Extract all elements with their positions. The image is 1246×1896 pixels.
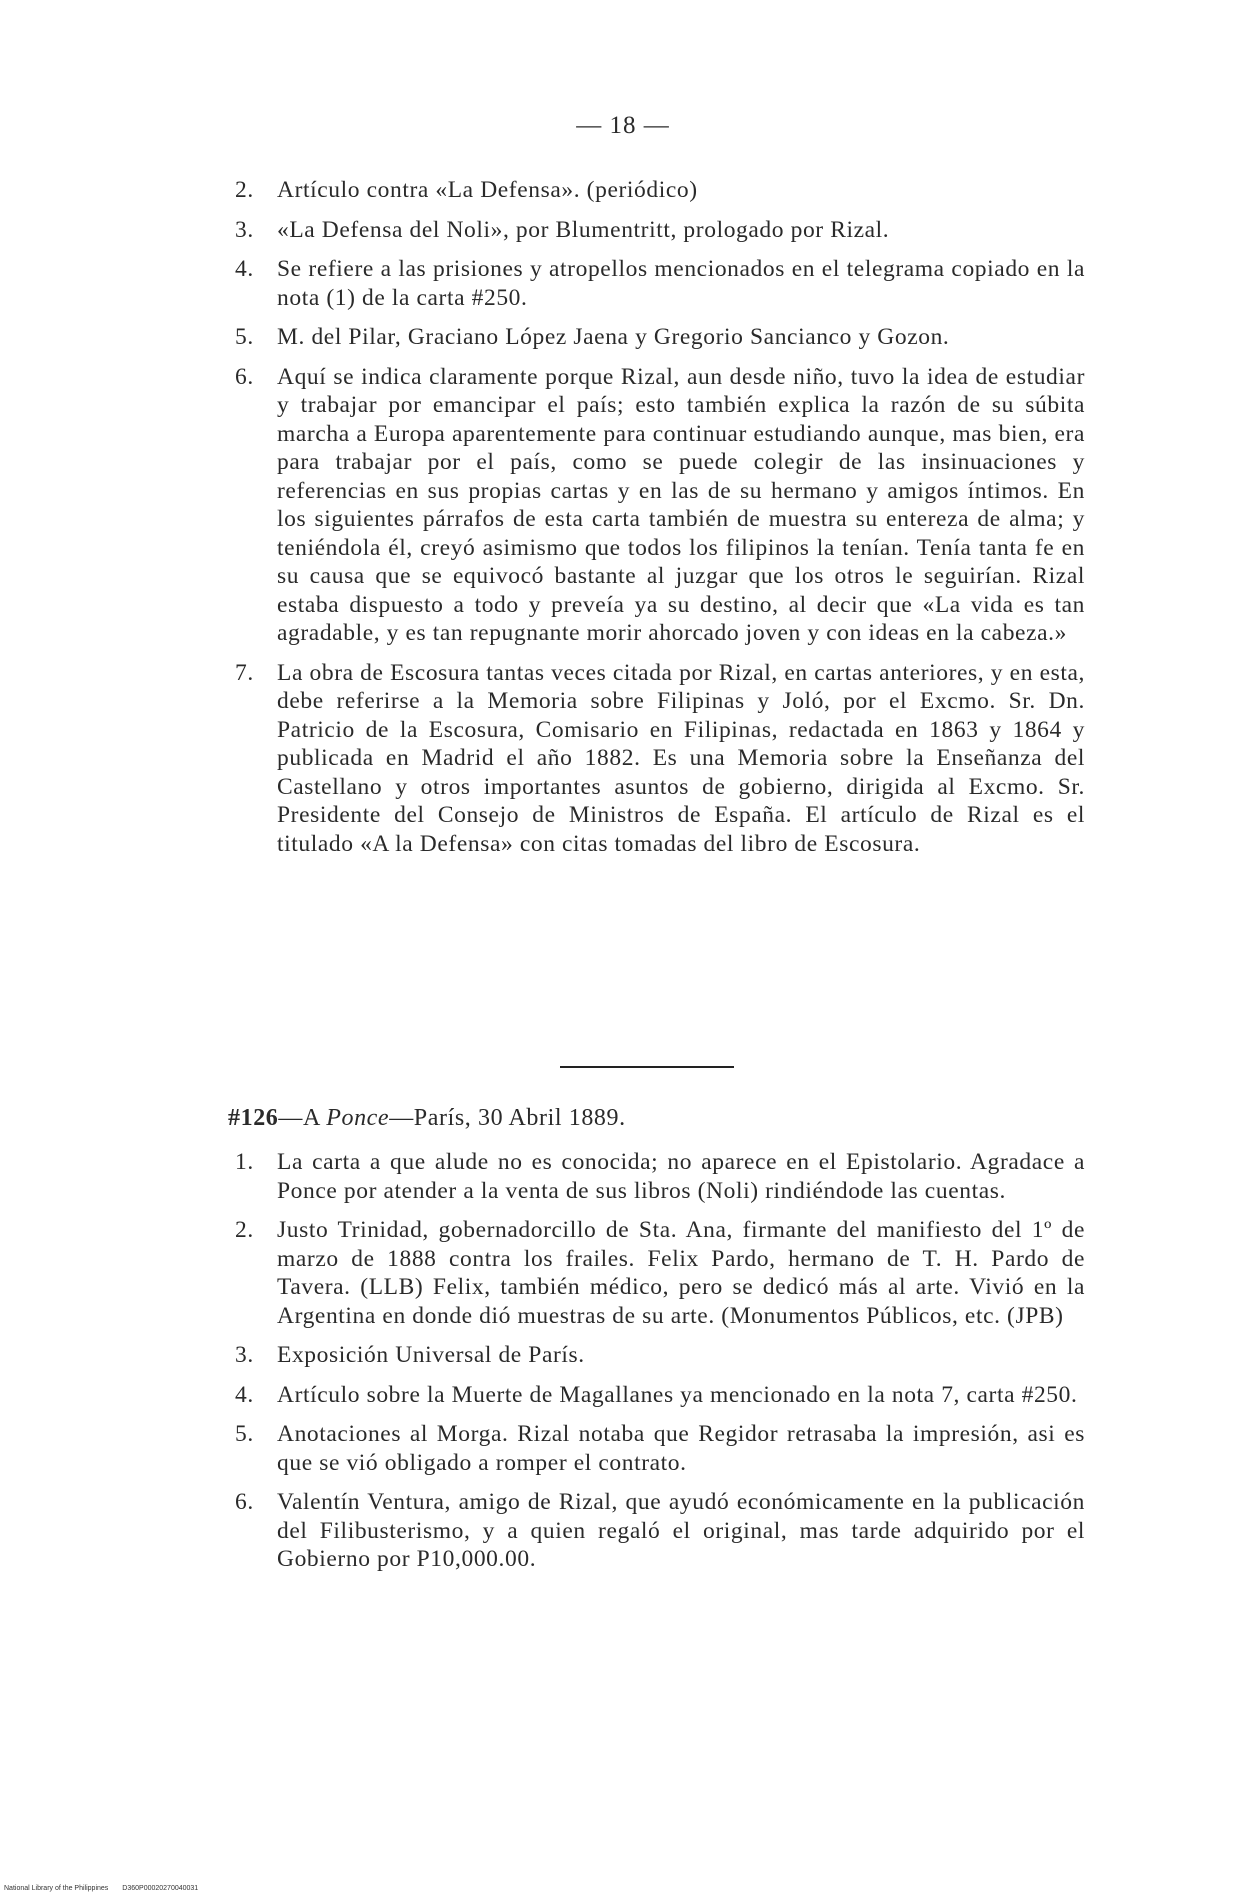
note-text: Justo Trinidad, gobernadorcillo de Sta. Ana, firmante del manifiesto del 1º de marzo de 1888 contra los frailes. Felix Pardo, hermano de T. H. Pardo de Tavera. (LLB) Felix, también médico, pero se dedicó más al arte. Vivió en la Argentina en donde dió muestras de su arte. (Monumentos Públicos, etc. (JPB) <box>277 1217 1085 1329</box>
note-item <box>235 323 1085 352</box>
note-text: La carta a que alude no es conocida; no aparece en el Epistolario. Agradace a Ponce por atender a la venta de sus libros (Noli) rindiéndode las cuentas. <box>277 1149 1085 1204</box>
note-number: 1. <box>235 1149 254 1175</box>
letter-place-date: —París, 30 Abril 1889. <box>389 1105 626 1131</box>
footer-code: D360P00020270040031 <box>122 1885 199 1892</box>
letter-heading-sep: —A <box>278 1105 327 1131</box>
note-number: 4. <box>235 1381 254 1408</box>
note-item <box>235 1381 1085 1410</box>
note-item <box>235 176 1085 205</box>
note-number: 5. <box>235 1421 254 1447</box>
note-item <box>235 216 1085 245</box>
note-text: Se refiere a las prisiones y atropellos mencionados en el telegrama copiado en la nota (1) de la carta #250. <box>277 256 1085 311</box>
note-number: 5. <box>235 324 254 350</box>
note-text: Aquí se indica claramente porque Rizal, aun desde niño, tuvo la idea de estudiar y trabajar por emancipar el país; esto también explica la razón de su súbita marcha a Europa aparentemente para continuar estudiando aunque, mas bien, era para trabajar por el país, como se puede colegir de las insinuaciones y referencias en sus propias cartas y en las de su hermano y amigos íntimos. En los siguientes párrafos de esta carta también de muestra su entereza de alma; y teniéndola él, creyó asimismo que todos los filipinos la tenían. Tenía tanta fe en su causa que se equivocó bastante al juzgar que los otros le seguirían. Rizal estaba dispuesto a todo y preveía ya su destino, al decir que «La vida es tan agradable, y es tan repugnante morir ahorcado joven y con ideas en la cabeza.» <box>277 363 1085 646</box>
note-text: La obra de Escosura tantas veces citada por Rizal, en cartas anteriores, y en esta, debe referirse a la Memoria sobre Filipinas y Joló, por el Excmo. Sr. Dn. Patricio de la Escosura, Comisario en Filipinas, redactada en 1863 y 1864 y publicada en Madrid el año 1882. Es una Memoria sobre la Enseñanza del Castellano y otros importantes asuntos de gobierno, dirigida al Excmo. Sr. Presidente del Consejo de Ministros de España. El artículo de Rizal es el titulado «A la Defensa» con citas tomadas del libro de Escosura. <box>277 659 1085 857</box>
footer-library: National Library of the Philippines <box>4 1885 109 1892</box>
note-item <box>235 1488 1085 1574</box>
note-text: «La Defensa del Noli», por Blumentritt, prologado por Rizal. <box>277 216 890 243</box>
note-number: 3. <box>235 216 254 243</box>
note-text: Exposición Universal de París. <box>277 1342 585 1368</box>
note-item <box>235 659 1085 859</box>
letter-addressee: Ponce <box>326 1105 390 1131</box>
note-number: 4. <box>235 256 254 282</box>
note-item <box>235 363 1085 648</box>
note-number: 7. <box>235 659 254 686</box>
section-divider <box>560 1066 734 1068</box>
letter-heading <box>228 1105 1078 1132</box>
note-number: 2. <box>235 177 254 203</box>
note-number: 6. <box>235 1489 254 1515</box>
scan-footer <box>4 1885 212 1892</box>
note-text: Artículo contra «La Defensa». (periódico) <box>277 177 698 203</box>
note-item <box>235 1341 1085 1370</box>
note-item <box>235 1148 1085 1205</box>
note-text: Valentín Ventura, amigo de Rizal, que ayudó económicamente en la publicación del Filibusterismo, y a quien regaló el original, mas tarde adquirido por el Gobierno por P10,000.00. <box>277 1489 1085 1572</box>
notes-list-first <box>235 176 1085 869</box>
note-text: Anotaciones al Morga. Rizal notaba que Regidor retrasaba la impresión, asi es que se vió obligado a romper el contrato. <box>277 1421 1085 1476</box>
note-item <box>235 1216 1085 1330</box>
notes-list-second <box>235 1148 1085 1585</box>
note-number: 6. <box>235 363 254 390</box>
note-number: 3. <box>235 1342 254 1368</box>
note-item <box>235 255 1085 312</box>
note-text: M. del Pilar, Graciano López Jaena y Gregorio Sancianco y Gozon. <box>277 324 950 350</box>
letter-ref: #126 <box>228 1105 279 1131</box>
page-number: — 18 — <box>576 112 670 139</box>
note-item <box>235 1420 1085 1477</box>
note-text: Artículo sobre la Muerte de Magallanes ya mencionado en la nota 7, carta #250. <box>277 1381 1078 1408</box>
note-number: 2. <box>235 1217 254 1243</box>
